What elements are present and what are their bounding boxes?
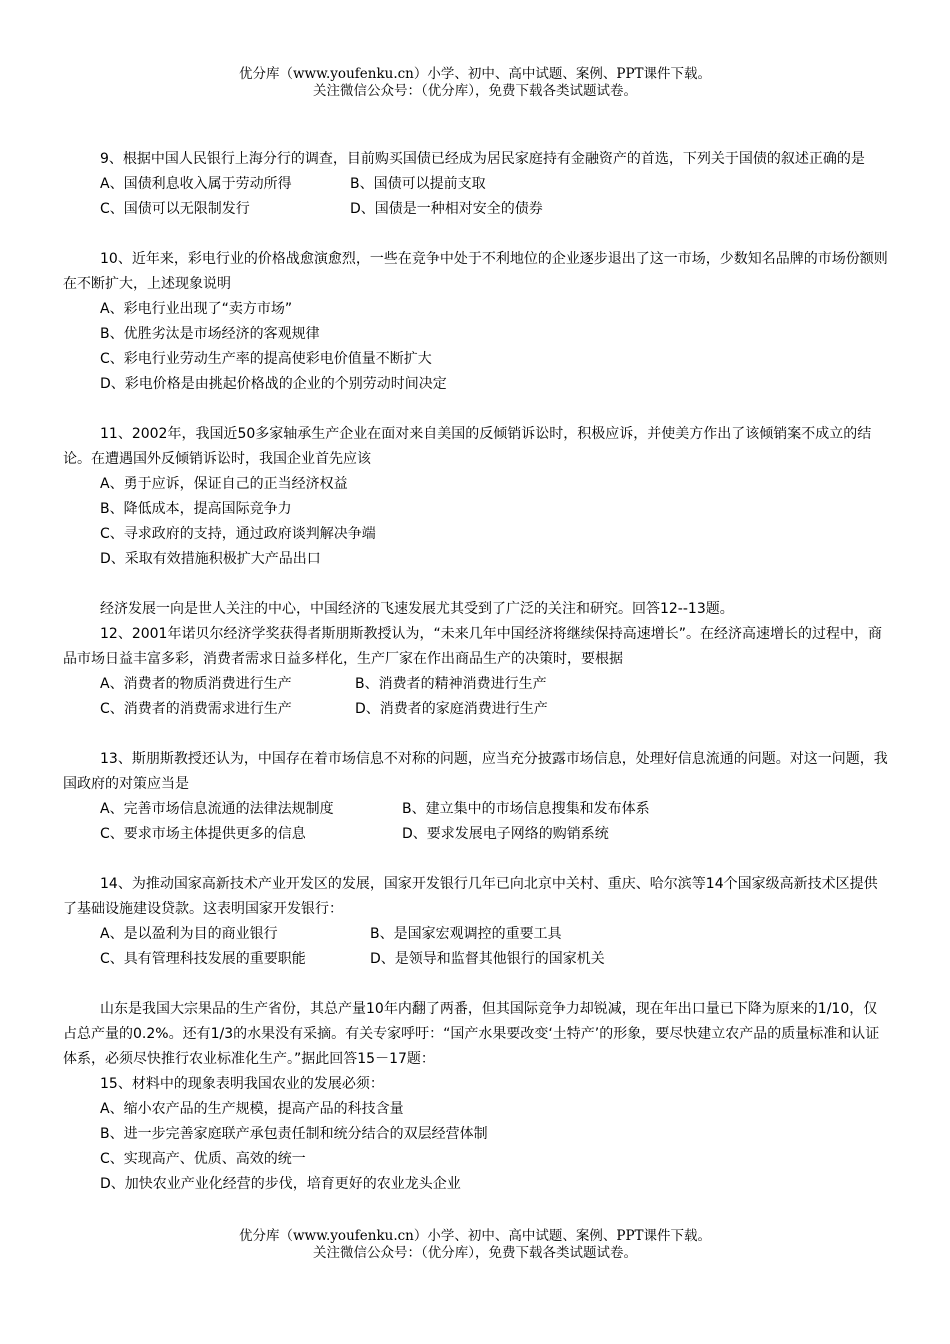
question-11 — [63, 422, 890, 572]
option-row — [100, 672, 890, 697]
option-d: D、彩电价格是由挑起价格战的企业的个别劳动时间决定 — [100, 376, 447, 392]
header-line-1: 优分库（www.youfenku.cn）小学、初中、高中试题、案例、PPT课件下载。 — [238, 66, 712, 82]
question-stem: 14、为推动国家高新技术产业开发区的发展，国家开发银行几年已向北京中关村、重庆、哈尔滨等14个国家级高新技术区提供了基础设施建设贷款。这表明国家开发银行： — [63, 876, 878, 917]
option-a: A、彩电行业出现了“卖方市场” — [100, 301, 293, 317]
option-c: C、彩电行业劳动生产率的提高使彩电价值量不断扩大 — [100, 351, 432, 367]
option-d: D、采取有效措施积极扩大产品出口 — [100, 551, 321, 567]
question-9 — [100, 147, 890, 222]
option-b: B、建立集中的市场信息搜集和发布体系 — [402, 801, 650, 817]
footer-line-1: 优分库（www.youfenku.cn）小学、初中、高中试题、案例、PPT课件下载。 — [238, 1228, 712, 1244]
question-stem: 11、2002年，我国近50多家轴承生产企业在面对来自美国的反倾销诉讼时，积极应诉，并使美方作出了该倾销案不成立的结论。在遭遇国外反倾销诉讼时，我国企业首先应该 — [63, 426, 872, 467]
option-d: D、国债是一种相对安全的债券 — [350, 201, 543, 217]
option-a: A、国债利息收入属于劳动所得 — [100, 176, 292, 192]
option-c: C、具有管理科技发展的重要职能 — [100, 951, 306, 967]
page-footer — [0, 1228, 950, 1262]
option-d: D、消费者的家庭消费进行生产 — [355, 701, 548, 717]
option-row — [100, 797, 890, 822]
question-15-group — [63, 997, 890, 1197]
option-row — [100, 697, 890, 722]
passage-intro: 经济发展一向是世人关注的中心，中国经济的飞速发展尤其受到了广泛的关注和研究。回答12--13题。 — [100, 601, 734, 617]
option-b: B、国债可以提前支取 — [350, 176, 486, 192]
question-stem: 10、近年来，彩电行业的价格战愈演愈烈，一些在竞争中处于不利地位的企业逐步退出了这一市场，少数知名品牌的市场份额则在不断扩大，上述现象说明 — [63, 251, 888, 292]
option-c: C、国债可以无限制发行 — [100, 201, 250, 217]
option-d: D、是领导和监督其他银行的国家机关 — [370, 951, 605, 967]
option-b: B、进一步完善家庭联产承包责任制和统分结合的双层经营体制 — [100, 1126, 488, 1142]
question-15-stem: 15、材料中的现象表明我国农业的发展必须： — [100, 1076, 384, 1092]
option-d: D、要求发展电子网络的购销系统 — [402, 826, 609, 842]
option-a: A、消费者的物质消费进行生产 — [100, 676, 292, 692]
option-b: B、降低成本，提高国际竞争力 — [100, 501, 292, 517]
document-body — [63, 147, 890, 1197]
option-b: B、消费者的精神消费进行生产 — [355, 676, 547, 692]
option-a: A、完善市场信息流通的法律法规制度 — [100, 801, 334, 817]
option-a: A、勇于应诉，保证自己的正当经济权益 — [100, 476, 348, 492]
question-12-stem: 12、2001年诺贝尔经济学奖获得者斯朋斯教授认为，“未来几年中国经济将继续保持高速增长”。在经济高速增长的过程中，商品市场日益丰富多彩，消费者需求日益多样化，生产厂家在作出商品生产的决策时，要根据 — [63, 626, 882, 667]
header-line-2: 关注微信公众号：（优分库），免费下载各类试题试卷。 — [313, 83, 637, 99]
passage-intro: 山东是我国大宗果品的生产省份，其总产量10年内翻了两番，但其国际竞争力却锐减，现在年出口量已下降为原来的1/10，仅占总产量的0.2%。还有1/3的水果没有采摘。有关专家呼吁：“国产水果要改变‘土特产’的形象，要尽快建立农产品的质量标准和认证体系，必须尽快推行农业标准化生产。”据此回答15－17题： — [63, 1001, 880, 1067]
option-c: C、寻求政府的支持，通过政府谈判解决争端 — [100, 526, 376, 542]
question-13 — [63, 747, 890, 847]
option-c: C、要求市场主体提供更多的信息 — [100, 826, 306, 842]
question-12-13-group — [63, 597, 890, 722]
option-b: B、是国家宏观调控的重要工具 — [370, 926, 562, 942]
option-row — [100, 922, 890, 947]
option-d: D、加快农业产业化经营的步伐，培育更好的农业龙头企业 — [100, 1176, 461, 1192]
option-row — [100, 822, 890, 847]
question-stem: 9、根据中国人民银行上海分行的调查，目前购买国债已经成为居民家庭持有金融资产的首选，下列关于国债的叙述正确的是 — [100, 151, 865, 167]
question-10 — [63, 247, 890, 397]
page-header — [0, 66, 950, 100]
option-row — [100, 947, 890, 972]
question-stem: 13、斯朋斯教授还认为，中国存在着市场信息不对称的问题，应当充分披露市场信息，处理好信息流通的问题。对这一问题，我国政府的对策应当是 — [63, 751, 888, 792]
option-row — [100, 197, 890, 222]
option-c: C、消费者的消费需求进行生产 — [100, 701, 292, 717]
option-row — [100, 172, 890, 197]
question-14 — [63, 872, 890, 972]
option-a: A、是以盈利为目的商业银行 — [100, 926, 278, 942]
option-b: B、优胜劣汰是市场经济的客观规律 — [100, 326, 320, 342]
option-a: A、缩小农产品的生产规模，提高产品的科技含量 — [100, 1101, 404, 1117]
option-c: C、实现高产、优质、高效的统一 — [100, 1151, 306, 1167]
footer-line-2: 关注微信公众号：（优分库），免费下载各类试题试卷。 — [313, 1245, 637, 1261]
